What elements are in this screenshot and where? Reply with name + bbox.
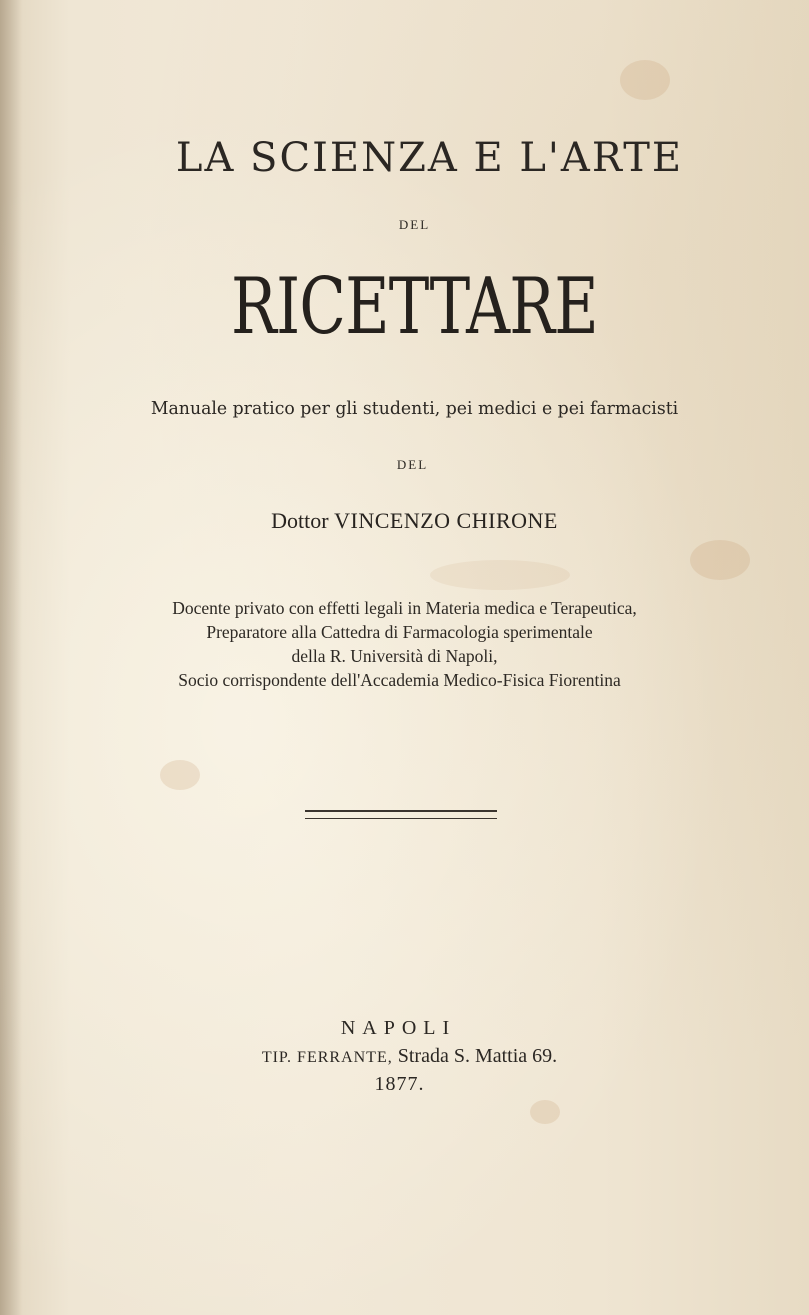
author-line bbox=[10, 508, 809, 534]
imprint-printer bbox=[5, 1045, 809, 1068]
printer-name: TIP. FERRANTE, bbox=[261, 1049, 393, 1066]
foxing-stain bbox=[430, 560, 570, 590]
del-label-2: DEL bbox=[396, 457, 429, 472]
credential-line: Docente privato con effetti legali in Materia medica e Terapeutica, bbox=[172, 598, 637, 618]
decorative-double-rule bbox=[305, 810, 497, 819]
foxing-stain bbox=[620, 60, 670, 100]
subtitle: Manuale pratico per gli studenti, pei medici e pei farmacisti bbox=[150, 398, 679, 419]
printer-address: Strada S. Mattia 69. bbox=[397, 1045, 558, 1067]
credential-line: Socio corrispondente dell'Accademia Medico-Fisica Fiorentina bbox=[178, 670, 621, 690]
credential-line: Preparatore alla Cattedra di Farmacologia sperimentale bbox=[206, 622, 593, 642]
imprint-year: 1877. bbox=[374, 1073, 425, 1095]
del-label-1: DEL bbox=[398, 217, 431, 232]
foxing-stain bbox=[160, 760, 200, 790]
foxing-stain bbox=[690, 540, 750, 580]
foxing-stain bbox=[530, 1100, 560, 1124]
author-name: VINCENZO CHIRONE bbox=[334, 508, 558, 533]
imprint-city: NAPOLI bbox=[340, 1017, 457, 1039]
title-line-1: LA SCIENZA E L'ARTE bbox=[175, 135, 684, 181]
credential-line: della R. Università di Napoli, bbox=[291, 646, 498, 666]
main-title: RICETTARE bbox=[231, 262, 598, 352]
author-prefix: Dottor bbox=[271, 508, 329, 533]
